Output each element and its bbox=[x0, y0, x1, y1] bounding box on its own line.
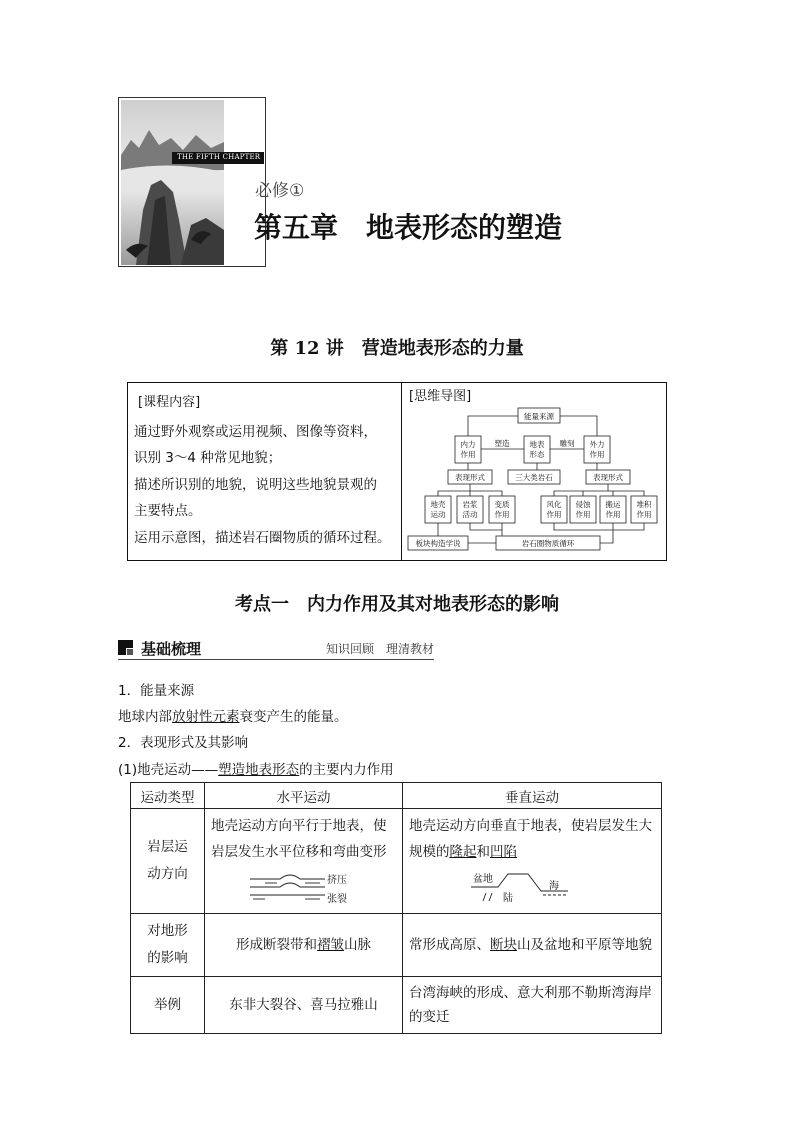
horizontal-fold-figure bbox=[205, 869, 402, 909]
basic-bar-subtitle: 知识回顾 理清教材 bbox=[326, 642, 435, 656]
svg-text:岩石圈物质循环: 岩石圈物质循环 bbox=[521, 539, 575, 548]
svg-text:外力作用: 外力作用 bbox=[589, 440, 605, 459]
table-row bbox=[131, 809, 662, 914]
row-label-terrain: 对地形的影响 bbox=[147, 923, 188, 966]
sea-label: 海 bbox=[549, 881, 559, 892]
table-row bbox=[131, 977, 662, 1034]
vertical-uplift-figure bbox=[403, 869, 661, 909]
vertical-terrain-text: 常形成高原、断块山及盆地和平原等地貌 bbox=[409, 936, 652, 953]
bar-square-icon bbox=[118, 640, 133, 655]
svg-text:堆积作用: 堆积作用 bbox=[636, 500, 652, 519]
node-internal-line1: 内力 bbox=[460, 440, 476, 449]
section-title: 考点一 内力作用及其对地表形态的影响 bbox=[235, 594, 559, 615]
heading-energy: 1．能量来源 bbox=[118, 683, 195, 699]
crust-movement-table bbox=[130, 782, 662, 1034]
chapter-title: 第五章 地表形态的塑造 bbox=[254, 211, 563, 244]
basin-label: 盆地 bbox=[473, 874, 493, 885]
cover-band bbox=[172, 152, 264, 164]
paragraph-crust: (1)地壳运动——塑造地表形态的主要内力作用 bbox=[118, 762, 394, 778]
course-content-line: 通过野外观察或运用视频、图像等资料， bbox=[134, 424, 377, 440]
mind-map-diagram bbox=[402, 383, 666, 560]
heading-forms: 2．表现形式及其影响 bbox=[118, 735, 249, 751]
squeeze-label: 挤压 bbox=[327, 875, 347, 886]
header-horizontal: 水平运动 bbox=[205, 783, 403, 809]
svg-text:侵蚀作用: 侵蚀作用 bbox=[575, 500, 591, 519]
horizontal-terrain-text: 形成断裂带和褶皱山脉 bbox=[236, 936, 371, 953]
course-content-label: [课程内容] bbox=[138, 395, 201, 410]
basic-bar-title: 基础梳理 bbox=[141, 640, 202, 658]
basic-bar-rule bbox=[118, 659, 434, 660]
vertical-direction-text: 地壳运动方向垂直于地表，使岩层发生大规模的隆起和凹陷 bbox=[409, 818, 652, 860]
svg-text:搬运作用: 搬运作用 bbox=[605, 500, 621, 519]
svg-text:雕刻: 雕刻 bbox=[559, 439, 575, 448]
vertical-example-text: 台湾海峡的形成、意大利那不勒斯湾海岸的变迁 bbox=[409, 985, 652, 1025]
lecture-title: 第 12 讲 营造地表形态的力量 bbox=[270, 338, 524, 359]
svg-text:塑造: 塑造 bbox=[494, 439, 510, 448]
svg-text:变质作用: 变质作用 bbox=[494, 500, 510, 519]
row-label-direction: 岩层运动方向 bbox=[147, 839, 188, 882]
header-vertical: 垂直运动 bbox=[403, 783, 662, 809]
horizontal-direction-text: 地壳运动方向平行于地表，使岩层发生水平位移和弯曲变形 bbox=[211, 818, 387, 860]
tension-label: 张裂 bbox=[327, 894, 347, 905]
cover-band-text: THE FIFTH CHAPTER bbox=[177, 153, 261, 161]
row-label-example: 举例 bbox=[154, 996, 181, 1013]
svg-text:风化作用: 风化作用 bbox=[546, 500, 562, 519]
horizontal-example-text: 东非大裂谷、喜马拉雅山 bbox=[229, 996, 378, 1013]
land-label: 陆 bbox=[503, 893, 513, 904]
svg-text:表现形式: 表现形式 bbox=[593, 473, 623, 482]
svg-text:地表形态: 地表形态 bbox=[529, 440, 545, 459]
mind-map-label: [思维导图] bbox=[409, 389, 472, 404]
answer-radioactive: 放射性元素 bbox=[172, 709, 240, 725]
table-header-row bbox=[131, 783, 662, 809]
subject-label: 必修① bbox=[255, 181, 305, 201]
table-row bbox=[131, 914, 662, 977]
svg-text:岩浆活动: 岩浆活动 bbox=[462, 500, 478, 519]
paragraph-energy: 地球内部放射性元素衰变产生的能量。 bbox=[118, 709, 348, 725]
svg-text:地壳运动: 地壳运动 bbox=[430, 500, 446, 519]
course-content-line: 描述所识别的地貌，说明这些地貌景观的 bbox=[134, 477, 377, 493]
header-type: 运动类型 bbox=[131, 783, 205, 809]
svg-text:板块构造学说: 板块构造学说 bbox=[415, 539, 461, 548]
cover-mountain-image bbox=[121, 100, 224, 265]
course-content-line: 运用示意图，描述岩石圈物质的循环过程。 bbox=[134, 530, 391, 546]
node-energy-text: 能量来源 bbox=[524, 412, 554, 421]
svg-text:三大类岩石: 三大类岩石 bbox=[515, 473, 553, 482]
course-content-line: 识别 3～4 种常见地貌； bbox=[134, 450, 282, 466]
svg-text:表现形式: 表现形式 bbox=[455, 473, 485, 482]
svg-text:内力作用: 内力作用 bbox=[460, 440, 476, 459]
course-content-line: 主要特点。 bbox=[134, 503, 202, 519]
